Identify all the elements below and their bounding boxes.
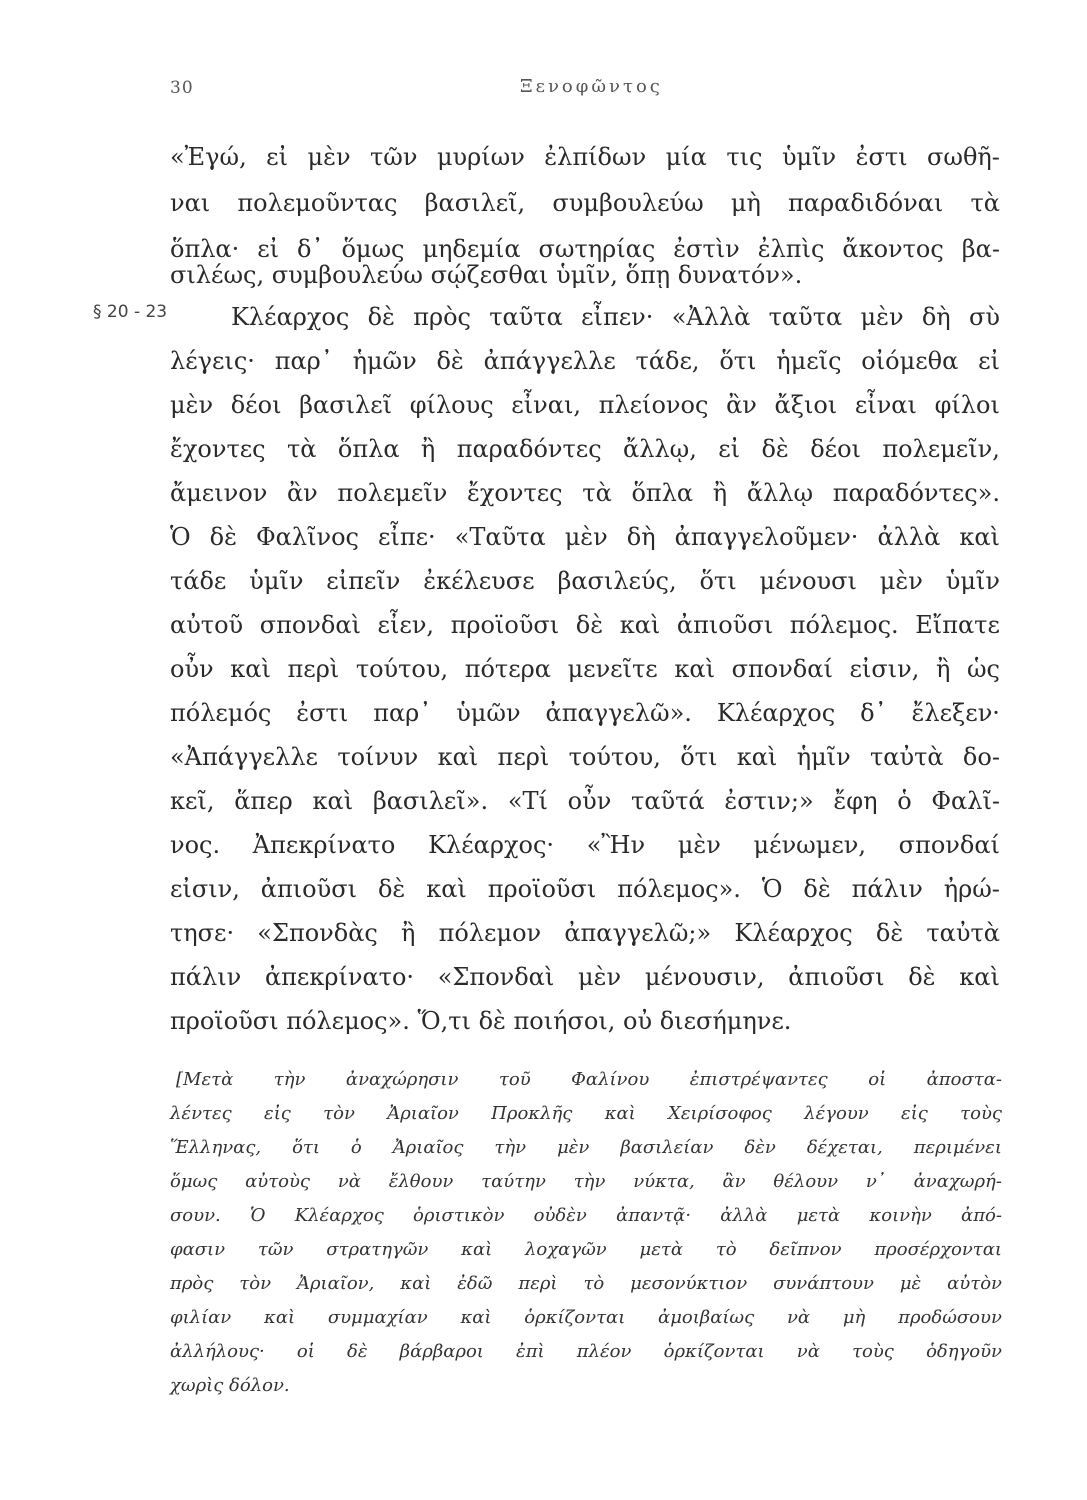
text-line: ναι πολεμοῦντας βασιλεῖ, συμβουλεύω μὴ παραδιδόναι τὰ [170, 189, 1000, 217]
text-line: σιλέως, συμβουλεύω σῴζεσθαι ὑμῖν, ὅπῃ δυνατόν». [170, 261, 803, 289]
text-line: Κλέαρχος δὲ πρὸς ταῦτα εἶπεν· «Ἀλλὰ ταῦτα μὲν δὴ σὺ [231, 303, 1000, 331]
note-line: φασιν τῶν στρατηγῶν καὶ λοχαγῶν μετὰ τὸ δεῖπνον προσέρχονται [170, 1239, 1002, 1260]
text-line: μὲν δέοι βασιλεῖ φίλους εἶναι, πλείονος ἂν ἄξιοι εἶναι φίλοι [170, 391, 1000, 419]
note-line: σουν. Ὁ Κλέαρχος ὁριστικὸν οὐδὲν ἀπαντᾷ· ἀλλὰ μετὰ κοινὴν ἀπό- [170, 1205, 1002, 1226]
text-line: ἔχοντες τὰ ὅπλα ἢ παραδόντες ἄλλῳ, εἰ δὲ δέοι πολεμεῖν, [170, 435, 1000, 463]
note-line: ὅμως αὐτοὺς νὰ ἔλθουν ταύτην τὴν νύκτα, ἂν θέλουν ν᾽ ἀναχωρή- [170, 1171, 1002, 1192]
page-number: 30 [170, 78, 194, 98]
note-line: [Μετὰ τὴν ἀναχώρησιν τοῦ Φαλίνου ἐπιστρέψαντες οἱ ἀποστα- [176, 1069, 1002, 1090]
text-line: «Ἐγώ, εἰ μὲν τῶν μυρίων ἐλπίδων μία τις ὑμῖν ἐστι σωθῆ- [170, 143, 1000, 171]
text-line: τάδε ὑμῖν εἰπεῖν ἐκέλευσε βασιλεύς, ὅτι μένουσι μὲν ὑμῖν [170, 567, 1000, 595]
text-line: ὅπλα· εἰ δ᾽ ὅμως μηδεμία σωτηρίας ἐστὶν ἐλπὶς ἄκοντος βα- [170, 235, 1000, 263]
text-line: προϊοῦσι πόλεμος». Ὅ,τι δὲ ποιήσοι, οὐ διεσήμηνε. [170, 1007, 792, 1035]
text-line: κεῖ, ἅπερ καὶ βασιλεῖ». «Τί οὖν ταῦτά ἐστιν;» ἔφη ὁ Φαλῖ- [170, 787, 1000, 815]
note-line: ἀλλήλους· οἱ δὲ βάρβαροι ἐπὶ πλέον ὁρκίζονται νὰ τοὺς ὁδηγοῦν [170, 1341, 1002, 1362]
note-line: φιλίαν καὶ συμμαχίαν καὶ ὁρκίζονται ἀμοιβαίως νὰ μὴ προδώσουν [170, 1307, 1002, 1328]
text-line: οὖν καὶ περὶ τούτου, πότερα μενεῖτε καὶ σπονδαί εἰσιν, ἢ ὡς [170, 655, 1000, 683]
text-line: λέγεις· παρ᾽ ἡμῶν δὲ ἀπάγγελλε τάδε, ὅτι ἡμεῖς οἰόμεθα εἰ [170, 347, 1000, 375]
text-line: ἄμεινον ἂν πολεμεῖν ἔχοντες τὰ ὅπλα ἢ ἄλλῳ παραδόντες». [170, 479, 1000, 507]
text-line: νος. Ἀπεκρίνατο Κλέαρχος· «Ἢν μὲν μένωμεν, σπονδαί [170, 831, 1000, 859]
section-marker: § 20 - 23 [93, 302, 168, 322]
running-title: Ξενοφῶντος [520, 76, 663, 97]
text-line: τησε· «Σπονδὰς ἢ πόλεμον ἀπαγγελῶ;» Κλέαρχος δὲ ταὐτὰ [170, 919, 1000, 947]
note-line: λέντες εἰς τὸν Ἀριαῖον Προκλῆς καὶ Χειρίσοφος λέγουν εἰς τοὺς [170, 1103, 1002, 1124]
note-line: χωρὶς δόλον. [170, 1375, 290, 1396]
note-line: πρὸς τὸν Ἀριαῖον, καὶ ἐδῶ περὶ τὸ μεσονύκτιον συνάπτουν μὲ αὐτὸν [170, 1273, 1002, 1294]
note-line: Ἕλληνας, ὅτι ὁ Ἀριαῖος τὴν μὲν βασιλείαν δὲν δέχεται, περιμένει [170, 1137, 1002, 1158]
text-line: πόλεμός ἐστι παρ᾽ ὑμῶν ἀπαγγελῶ». Κλέαρχος δ᾽ ἔλεξεν· [170, 699, 1000, 727]
text-line: εἰσιν, ἀπιοῦσι δὲ καὶ προϊοῦσι πόλεμος». Ὁ δὲ πάλιν ἠρώ- [170, 875, 1000, 903]
text-line: Ὁ δὲ Φαλῖνος εἶπε· «Ταῦτα μὲν δὴ ἀπαγγελοῦμεν· ἀλλὰ καὶ [170, 523, 1000, 551]
text-line: αὐτοῦ σπονδαὶ εἶεν, προϊοῦσι δὲ καὶ ἀπιοῦσι πόλεμος. Εἴπατε [170, 611, 1000, 639]
text-line: «Ἀπάγγελλε τοίνυν καὶ περὶ τούτου, ὅτι καὶ ἡμῖν ταὐτὰ δο- [170, 743, 1000, 771]
text-line: πάλιν ἀπεκρίνατο· «Σπονδαὶ μὲν μένουσιν, ἀπιοῦσι δὲ καὶ [170, 963, 1000, 991]
